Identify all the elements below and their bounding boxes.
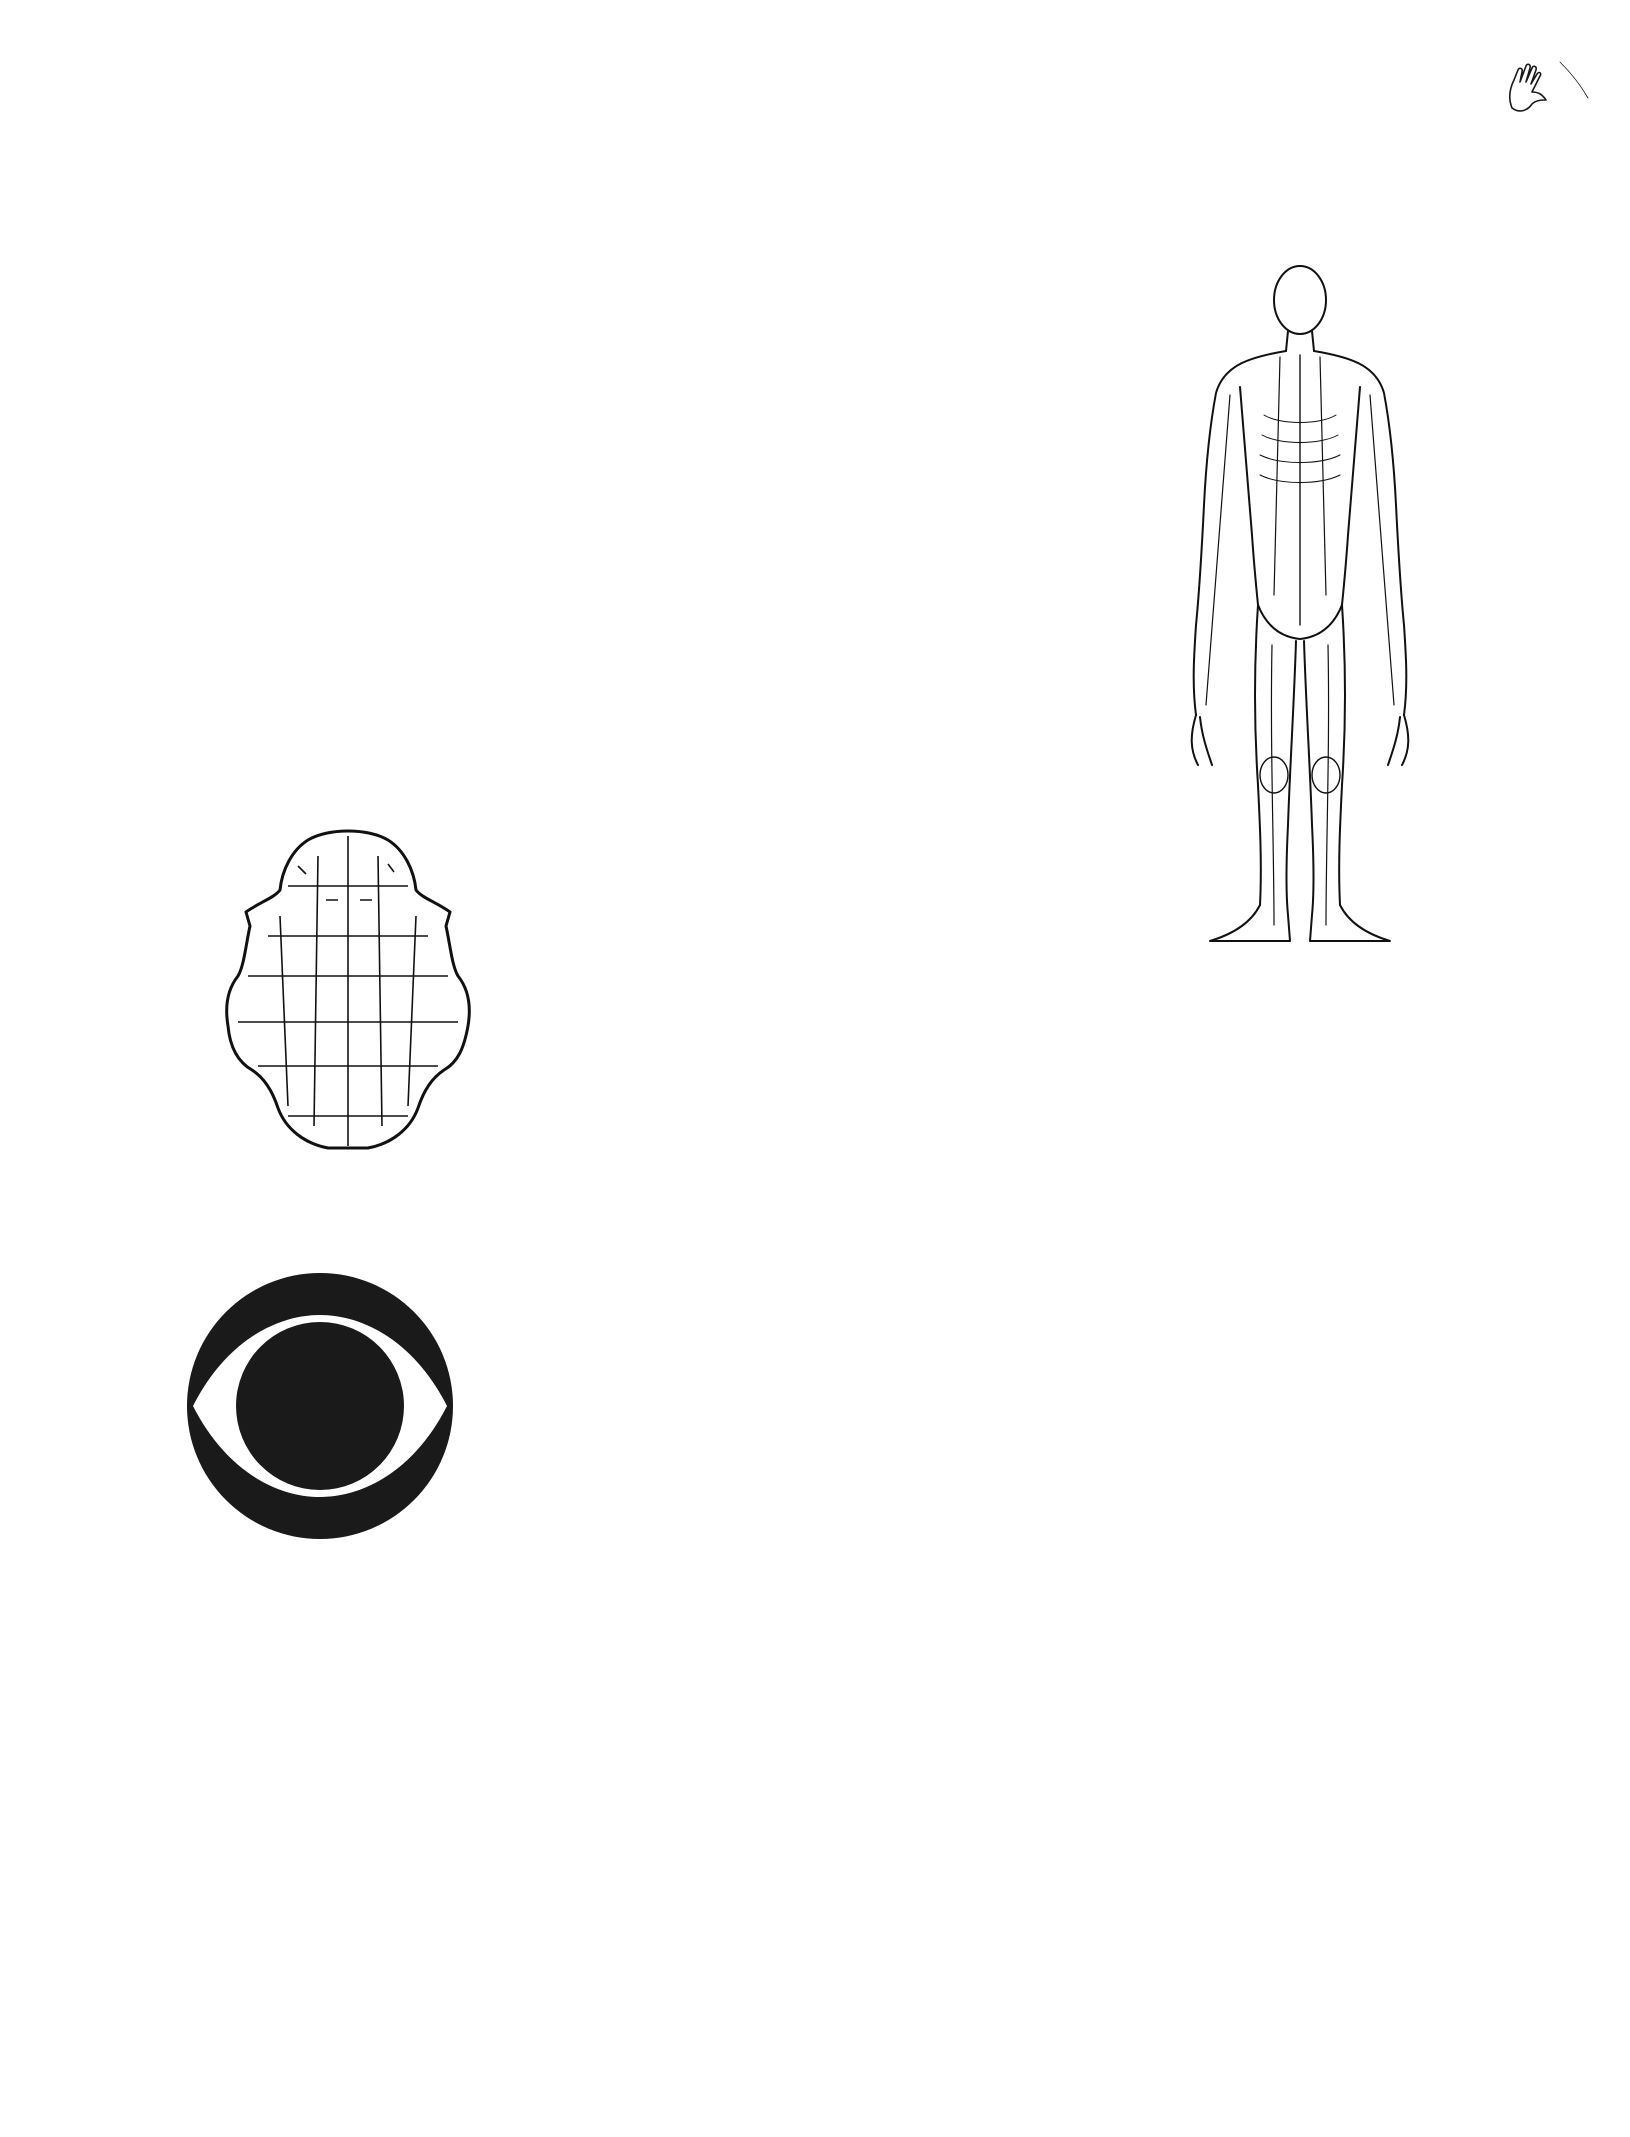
oracle-bone-image <box>218 826 478 1156</box>
cbs-eye-logo <box>185 1271 455 1541</box>
acupuncture-figure <box>1140 125 1460 985</box>
footnotes <box>462 1904 1142 1908</box>
hand-icon <box>1490 58 1590 138</box>
